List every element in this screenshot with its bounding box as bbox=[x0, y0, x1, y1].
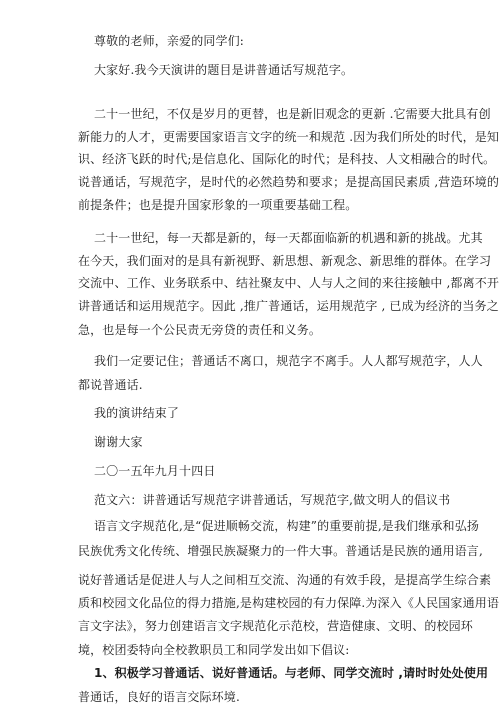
text-line: 民族优秀文化传统、增强民族凝聚力的一件大事。普通话是民族的通用语言, bbox=[78, 544, 483, 558]
text-line: 都说普通话. bbox=[78, 378, 143, 392]
text-line: 说好普通话是促进人与人之间相互交流、沟通的有效手段，是提高学生综合素 bbox=[78, 573, 492, 587]
text-line: 言文字法》，努力创建语言文字规范化示范校，营造健康、文明、的校园环 bbox=[78, 619, 473, 633]
text-line: 新能力的人才，更需要国家语言文字的统一和规范 .因为我们所处的时代，是知 bbox=[78, 130, 500, 144]
text-line: 二十一世纪，不仅是岁月的更替，也是新旧观念的更新 .它需要大批具有创 bbox=[94, 107, 491, 121]
text-line: 讲普通话和运用规范字。因此 ,推广普通话，运用规范字 , 已成为经济的当务之 bbox=[78, 299, 499, 313]
text-line: 二十一世纪，每一天都是新的，每一天都面临新的机遇和新的挑战。尤其 bbox=[94, 231, 483, 245]
text-line: 语言文字规范化,是“促进顺畅交流，构建”的重要前提,是我们继承和弘扬 bbox=[94, 519, 480, 533]
text-line: 识、经济飞跃的时代;是信息化、国际化的时代；是科技、人文相融合的时代。 bbox=[78, 152, 496, 166]
text-line: 境，校团委特向全校教职员工和同学发出如下倡议: bbox=[78, 643, 350, 657]
list-item: 1、积极学习普通话、说好普通话。与老师、同学交流时 ,请时时处处使用 bbox=[94, 666, 489, 680]
text-line: 普通话，良好的语言交际环境. bbox=[78, 690, 240, 704]
closing-line: 我的演讲结束了 bbox=[94, 406, 180, 420]
text-line: 交流中、工作、业务联系中、结社聚友中、人与人之间的来往接触中 ,都离不开 bbox=[78, 276, 500, 290]
text-line: 前提条件；也是提升国家形象的一项重要基础工程。 bbox=[78, 198, 358, 212]
thanks-line: 谢谢大家 bbox=[94, 435, 143, 449]
text-line: 在今天，我们面对的是具有新视野、新思想、新观念、新思维的群体。在学习 bbox=[78, 254, 492, 268]
text-line: 质和校园文化品位的得力措施,是构建校园的有力保障.为深入《人民国家通用语 bbox=[78, 596, 500, 610]
greeting: 大家好.我今天演讲的题目是讲普通话写规范字。 bbox=[94, 63, 354, 77]
text-line: 说普通话，写规范字，是时代的必然趋势和要求；是提高国民素质 ,营造环境的 bbox=[78, 175, 500, 189]
date-line: 二〇一五年九月十四日 bbox=[94, 464, 216, 478]
section-heading: 范文六：讲普通话写规范字讲普通话，写规范字,做文明人的倡议书 bbox=[94, 493, 451, 507]
text-line: 急，也是每一个公民责无旁贷的责任和义务。 bbox=[78, 323, 322, 337]
salutation: 尊敬的老师，亲爱的同学们: bbox=[94, 34, 244, 48]
text-line: 我们一定要记住；普通话不离口，规范字不离手。人人都写规范字，人人 bbox=[94, 354, 483, 368]
